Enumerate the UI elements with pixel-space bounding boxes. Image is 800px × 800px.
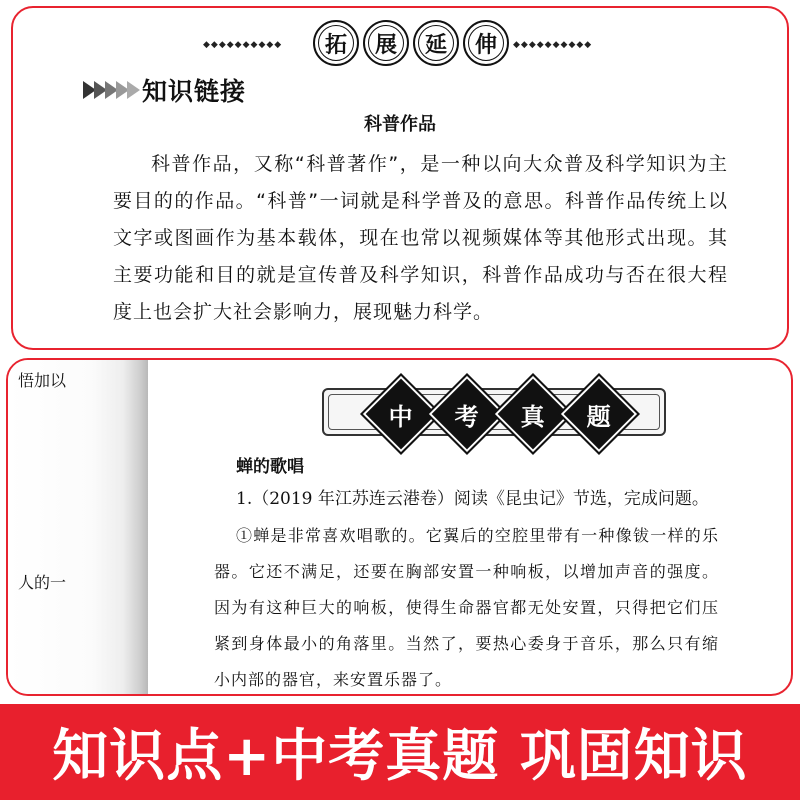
title-badge: 拓 <box>313 20 359 66</box>
section-label: 知识链接 <box>142 77 247 106</box>
banner-diamond: 中 <box>363 376 439 452</box>
banner-diamond: 真 <box>495 376 571 452</box>
exam-banner <box>322 376 662 448</box>
gutter-text: 悟加以 <box>18 371 67 390</box>
title-badge: 伸 <box>463 20 509 66</box>
question-title: 蝉的歌唱 <box>236 457 304 477</box>
banner-diamonds <box>374 376 626 452</box>
question-head: 1.（2019 年江苏连云港卷）阅读《昆虫记》节选，完成问题。 <box>236 489 709 509</box>
book-gutter <box>8 360 148 694</box>
gutter-text: 人的一 <box>18 573 67 592</box>
arrow-icon <box>83 81 138 99</box>
exam-question-card <box>6 358 793 696</box>
title-badge: 展 <box>363 20 409 66</box>
banner-diamond: 题 <box>561 376 637 452</box>
promo-footer-banner <box>0 704 800 800</box>
passage-text: ①蝉是非常喜欢唱歌的。它翼后的空腔里带有一种像钹一样的乐器。它还不满足，还要在胸部安置一种响板，以增加声音的强度。因为有这种巨大的响板，使得生命器官都无处安置，只得把它们压紧到身体最小的角落里。当然了，要热心委身于音乐，那么只有缩小内部的器官，来安置乐器了。 <box>214 526 719 689</box>
question-passage <box>214 518 719 696</box>
section-title-badges <box>313 20 509 66</box>
title-badge: 延 <box>413 20 459 66</box>
promo-footer-text: 知识点+中考真题 巩固知识 <box>52 724 748 789</box>
article-subtitle: 科普作品 <box>364 114 436 135</box>
decorative-dots-right: ◆◆◆◆◆◆◆◆◆◆ <box>513 40 593 50</box>
knowledge-card <box>11 6 789 350</box>
article-paragraph: 科普作品，又称“科普著作”，是一种以向大众普及科学知识为主要目的的作品。“科普”一词就是科学普及的意思。科普作品传统上以文字或图画作为基本载体，现在也常以视频媒体等其他形式出现。其主要功能和目的就是宣传普及科学知识，科普作品成功与否在很大程度上也会扩大社会影响力，展现魅力科学。 <box>113 153 728 323</box>
banner-diamond: 考 <box>429 376 505 452</box>
decorative-dots-left: ◆◆◆◆◆◆◆◆◆◆ <box>203 40 283 50</box>
section-heading <box>83 72 246 108</box>
